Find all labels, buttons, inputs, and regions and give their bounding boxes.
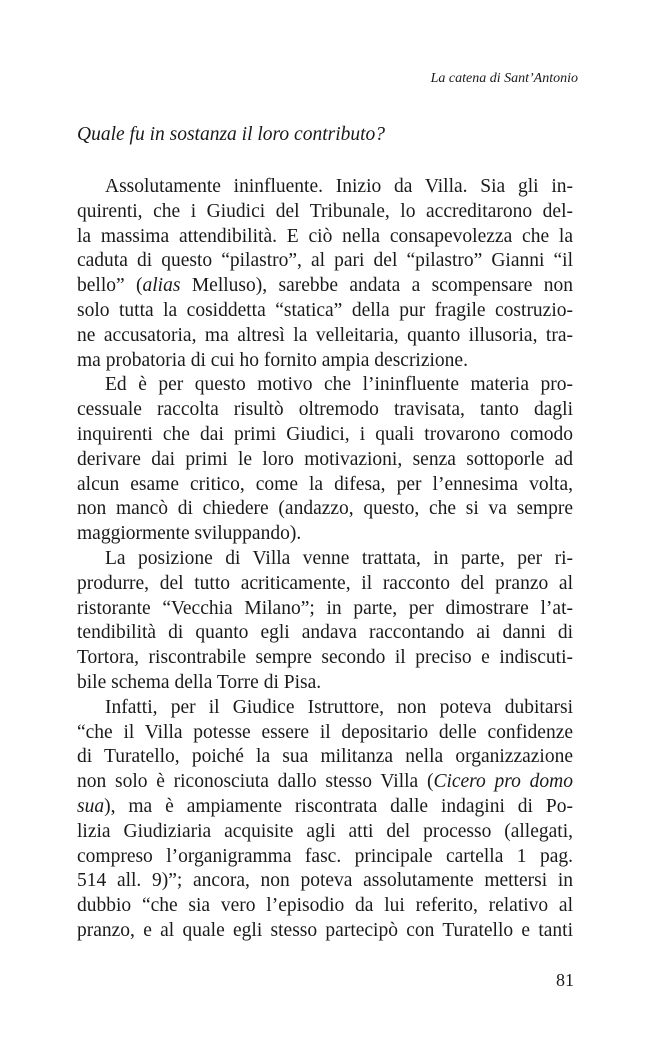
- text-run: bile schema della Torre di Pisa.: [77, 671, 322, 693]
- text-line: [77, 299, 573, 324]
- text-run: caduta di questo “pilastro”, al pari del “pilastro” Gianni “il: [77, 250, 573, 272]
- text-run: La posizione di Villa venne trattata, in parte, per ri-: [105, 547, 573, 569]
- text-run: inquirenti che dai primi Giudici, i quali trovarono comodo: [77, 423, 573, 445]
- text-run: 514 all. 9)”; ancora, non poteva assolutamente mettersi in: [77, 870, 573, 892]
- text-run: solo tutta la cosiddetta “statica” della pur fragile costruzio-: [77, 299, 573, 321]
- text-run: maggiormente sviluppando).: [77, 523, 302, 545]
- text-run: derivare dai primi le loro motivazioni, senza sottoporle ad: [77, 448, 573, 470]
- text-run: produrre, del tutto acriticamente, il racconto del pranzo al: [77, 572, 573, 594]
- text-line: [77, 795, 573, 820]
- text-line: [77, 522, 573, 547]
- text-line: [77, 547, 573, 572]
- text-line: [77, 200, 573, 225]
- text-line: [77, 745, 573, 770]
- text-run: ne accusatoria, ma altresì la velleitaria, quanto illusoria, tra-: [77, 324, 573, 346]
- text-run: non solo è riconosciuta dallo stesso Villa (: [77, 771, 434, 793]
- text-run: la massima attendibilità. E ciò nella consapevolezza che la: [77, 225, 573, 247]
- text-line: [77, 820, 573, 845]
- running-head: La catena di Sant’Antonio: [430, 71, 578, 86]
- text-run: Infatti, per il Giudice Istruttore, non poteva dubitarsi: [105, 696, 573, 718]
- text-run: bello” (: [77, 275, 143, 297]
- text-line: [77, 646, 573, 671]
- text-run: ), ma è ampiamente riscontrata dalle indagini di Po-: [104, 795, 573, 817]
- text-run: tendibilità di quanto egli andava raccontando ai danni di: [77, 622, 573, 644]
- text-line: [77, 894, 573, 919]
- text-line: [77, 225, 573, 250]
- text-line: [77, 249, 573, 274]
- text-run: di Turatello, poiché la sua militanza nella organizzazione: [77, 746, 573, 768]
- text-run: compreso l’organigramma fasc. principale cartella 1 pag.: [77, 845, 573, 867]
- text-line: [77, 869, 573, 894]
- text-line: [77, 175, 573, 200]
- text-line: [77, 721, 573, 746]
- text-run: pranzo, e al quale egli stesso partecipò con Turatello e tanti: [77, 919, 573, 941]
- text-run: Tortora, riscontrabile sempre secondo il preciso e indiscuti-: [77, 647, 573, 669]
- text-run: lizia Giudiziaria acquisite agli atti del processo (allegati,: [77, 820, 573, 842]
- text-line: [77, 349, 573, 374]
- text-line: [77, 671, 573, 696]
- text-line: [77, 274, 573, 299]
- text-line: [77, 373, 573, 398]
- text-line: [77, 398, 573, 423]
- text-run: cessuale raccolta risultò oltremodo travisata, tanto dagli: [77, 399, 573, 421]
- text-line: [77, 497, 573, 522]
- page-number: 81: [556, 970, 574, 990]
- text-run: Melluso), sarebbe andata a scompensare non: [180, 275, 573, 297]
- text-run: ristorante “Vecchia Milano”; in parte, per dimostrare l’at-: [77, 597, 573, 619]
- text-run: ma probatoria di cui ho fornito ampia descrizione.: [77, 349, 468, 371]
- body-text: [77, 175, 573, 944]
- text-line: [77, 919, 573, 944]
- text-run: Ed è per questo motivo che l’ininfluente materia pro-: [105, 374, 573, 396]
- italic-text: Cicero pro domo: [433, 771, 573, 793]
- text-run: non mancò di chiedere (andazzo, questo, che si va sempre: [77, 498, 573, 520]
- text-line: [77, 448, 573, 473]
- text-line: [77, 845, 573, 870]
- text-line: [77, 770, 573, 795]
- text-line: [77, 324, 573, 349]
- text-run: alcun esame critico, come la difesa, per l’ennesima volta,: [77, 473, 573, 495]
- text-line: [77, 621, 573, 646]
- text-line: [77, 597, 573, 622]
- section-question: Quale fu in sostanza il loro contributo?: [77, 124, 386, 145]
- text-run: dubbio “che sia vero l’episodio da lui referito, relativo al: [77, 895, 573, 917]
- text-line: [77, 423, 573, 448]
- italic-text: alias: [142, 275, 181, 297]
- text-run: quirenti, che i Giudici del Tribunale, lo accreditarono del-: [77, 200, 573, 222]
- text-line: [77, 696, 573, 721]
- text-line: [77, 473, 573, 498]
- text-run: Assolutamente ininfluente. Inizio da Villa. Sia gli in-: [105, 176, 573, 197]
- italic-text: sua: [77, 795, 105, 817]
- text-run: “che il Villa potesse essere il depositario delle confidenze: [77, 721, 573, 743]
- text-line: [77, 572, 573, 597]
